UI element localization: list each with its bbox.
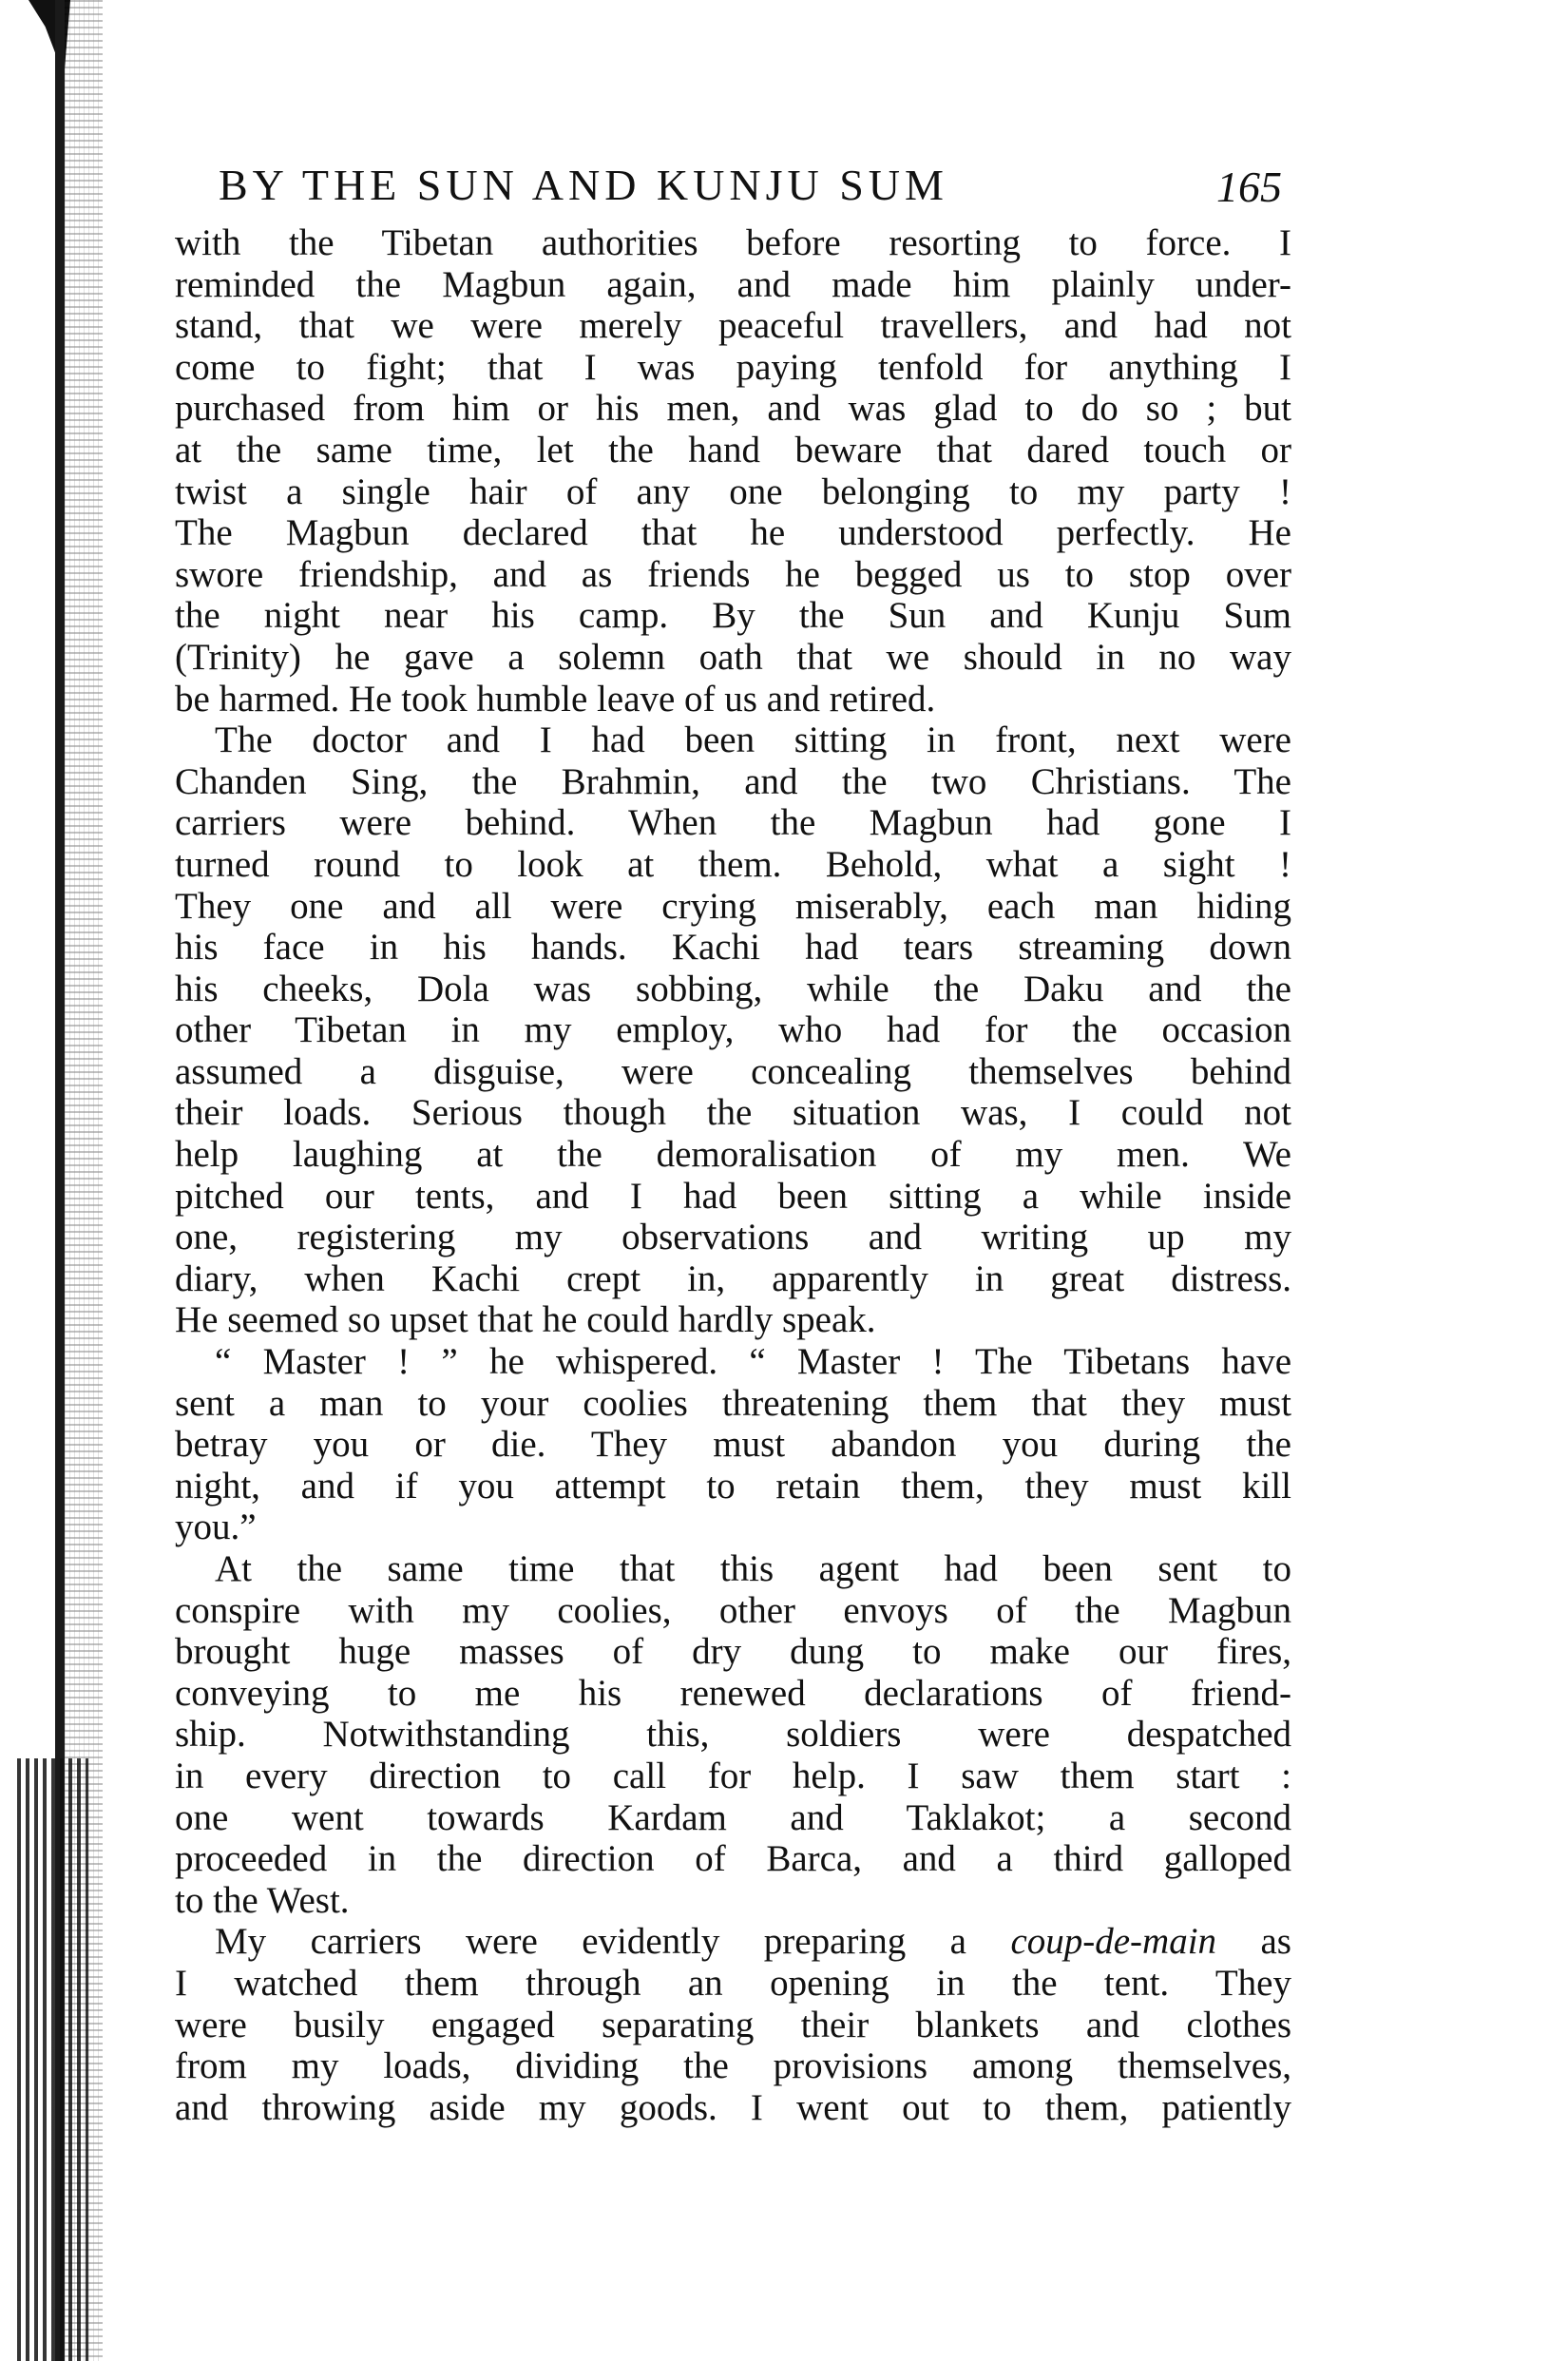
text-line: at the same time, let the hand beware that dared touch or bbox=[175, 429, 1291, 470]
text-line: conveying to me his renewed declarations of friend- bbox=[175, 1672, 1291, 1714]
running-head bbox=[175, 152, 1291, 219]
text-line: one went towards Kardam and Taklakot; a second bbox=[175, 1796, 1291, 1838]
text-line: other Tibetan in my employ, who had for the occasion bbox=[175, 1009, 1291, 1051]
book-page bbox=[175, 152, 1291, 2128]
paragraph bbox=[175, 1548, 1291, 1921]
text-line: in every direction to call for help. I saw them start : bbox=[175, 1755, 1291, 1796]
text-line: stand, that we were merely peaceful travellers, and had not bbox=[175, 305, 1291, 347]
paragraph bbox=[175, 222, 1291, 720]
text-line: were busily engaged separating their blankets and clothes bbox=[175, 2004, 1291, 2045]
text-line: help laughing at the demoralisation of my men. We bbox=[175, 1134, 1291, 1176]
text-line: They one and all were crying miserably, each man hiding bbox=[175, 885, 1291, 927]
binding-edge-bottom bbox=[17, 1758, 88, 2361]
running-head-title: BY THE SUN AND KUNJU SUM bbox=[219, 161, 948, 209]
text-line: The Magbun declared that he understood perfectly. He bbox=[175, 512, 1291, 554]
page-number: 165 bbox=[1216, 163, 1282, 211]
text-line: with the Tibetan authorities before resorting to force. I bbox=[175, 222, 1291, 263]
text-line: betray you or die. They must abandon you during the bbox=[175, 1424, 1291, 1466]
text-line: (Trinity) he gave a solemn oath that we should in no way bbox=[175, 636, 1291, 678]
text-line: night, and if you attempt to retain them, they must kill bbox=[175, 1465, 1291, 1507]
text-line: be harmed. He took humble leave of us and retired. bbox=[175, 678, 936, 720]
text-line: My carriers were evidently preparing a coup-de-main as bbox=[215, 1921, 1291, 1963]
text-line: reminded the Magbun again, and made him plainly under- bbox=[175, 263, 1291, 305]
paragraph bbox=[175, 720, 1291, 1341]
text-line: come to fight; that I was paying tenfold for anything I bbox=[175, 346, 1291, 388]
text-line: from my loads, dividing the provisions among themselves, bbox=[175, 2045, 1291, 2087]
text-line: ship. Notwithstanding this, soldiers were despatched bbox=[175, 1714, 1291, 1756]
text-line: diary, when Kachi crept in, apparently in great distress. bbox=[175, 1257, 1291, 1299]
text-line: swore friendship, and as friends he begged us to stop over bbox=[175, 553, 1291, 595]
text-line: conspire with my coolies, other envoys of the Magbun bbox=[175, 1589, 1291, 1631]
text-line: and throwing aside my goods. I went out to them, patiently bbox=[175, 2086, 1291, 2128]
text-line: “ Master ! ” he whispered. “ Master ! The Tibetans have bbox=[215, 1341, 1291, 1383]
text-line: twist a single hair of any one belonging to my party ! bbox=[175, 470, 1291, 512]
text-line: proceeded in the direction of Barca, and a third galloped bbox=[175, 1838, 1291, 1880]
text-line: one, registering my observations and writing up my bbox=[175, 1217, 1291, 1258]
text-line: his cheeks, Dola was sobbing, while the Daku and the bbox=[175, 968, 1291, 1009]
text-line: turned round to look at them. Behold, what a sight ! bbox=[175, 843, 1291, 885]
text-line: Chanden Sing, the Brahmin, and the two Christians. The bbox=[175, 760, 1291, 802]
text-line: sent a man to your coolies threatening them that they must bbox=[175, 1382, 1291, 1424]
paragraph bbox=[175, 1921, 1291, 2128]
italic-phrase: coup-de-main bbox=[1010, 1921, 1217, 1963]
text-line: purchased from him or his men, and was glad to do so ; but bbox=[175, 388, 1291, 430]
text-line: pitched our tents, and I had been sitting a while inside bbox=[175, 1175, 1291, 1217]
text-line: assumed a disguise, were concealing themselves behind bbox=[175, 1050, 1291, 1092]
text-line: He seemed so upset that he could hardly speak. bbox=[175, 1299, 876, 1341]
text-line: their loads. Serious though the situation was, I could not bbox=[175, 1092, 1291, 1134]
text-line: you.” bbox=[175, 1507, 257, 1548]
body-text bbox=[175, 222, 1291, 2128]
text-line: The doctor and I had been sitting in front, next were bbox=[215, 720, 1291, 761]
text-line: to the West. bbox=[175, 1879, 350, 1921]
text-line: At the same time that this agent had been sent to bbox=[215, 1548, 1291, 1589]
text-line: his face in his hands. Kachi had tears streaming down bbox=[175, 927, 1291, 969]
text-line: brought huge masses of dry dung to make our fires, bbox=[175, 1631, 1291, 1673]
paragraph bbox=[175, 1341, 1291, 1548]
text-line: carriers were behind. When the Magbun had gone I bbox=[175, 802, 1291, 844]
text-line: I watched them through an opening in the tent. They bbox=[175, 1962, 1291, 2004]
text-line: the night near his camp. By the Sun and Kunju Sum bbox=[175, 595, 1291, 637]
